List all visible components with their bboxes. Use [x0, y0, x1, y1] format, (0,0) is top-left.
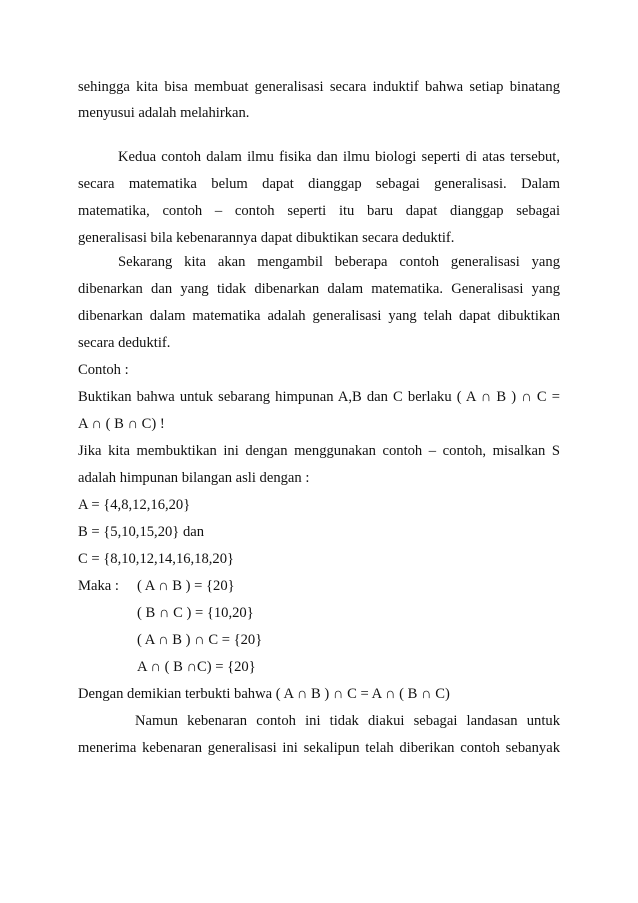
paragraph-line: Jika kita membuktikan ini dengan menggunakan contoh – contoh, misalkan S: [78, 443, 560, 459]
set-definition: C = {8,10,12,14,16,18,20}: [78, 551, 235, 567]
conclusion-line: Dengan demikian terbukti bahwa ( A ∩ B ) ∩ C = A ∩ ( B ∩ C): [78, 686, 450, 702]
problem-statement: A ∩ ( B ∩ C) !: [78, 416, 165, 432]
set-operation-result: ( A ∩ B ) ∩ C = {20}: [137, 632, 263, 648]
set-definition: B = {5,10,15,20} dan: [78, 524, 205, 540]
set-operation-result: ( B ∩ C ) = {10,20}: [137, 605, 254, 621]
paragraph-line: Sekarang kita akan mengambil beberapa contoh generalisasi yang: [118, 254, 560, 270]
paragraph-line: generalisasi bila kebenarannya dapat dibuktikan secara deduktif.: [78, 230, 455, 246]
set-definition: A = {4,8,12,16,20}: [78, 497, 191, 513]
paragraph-line: dibenarkan dan yang tidak dibenarkan dalam matematika. Generalisasi yang: [78, 281, 560, 297]
paragraph-line: secara deduktif.: [78, 335, 171, 351]
paragraph-line: matematika, contoh – contoh seperti itu baru dapat dianggap sebagai: [78, 203, 560, 219]
paragraph-line: Namun kebenaran contoh ini tidak diakui sebagai landasan untuk: [135, 713, 560, 729]
paragraph-line: secara matematika belum dapat dianggap sebagai generalisasi. Dalam: [78, 176, 560, 192]
paragraph-line: Kedua contoh dalam ilmu fisika dan ilmu biologi seperti di atas tersebut,: [118, 149, 560, 165]
paragraph-line: sehingga kita bisa membuat generalisasi secara induktif bahwa setiap binatang: [78, 79, 560, 95]
maka-label: Maka :: [78, 578, 119, 594]
paragraph-line: menerima kebenaran generalisasi ini sekalipun telah diberikan contoh sebanyak: [78, 740, 560, 756]
set-operation-result: A ∩ ( B ∩C) = {20}: [137, 659, 256, 675]
paragraph-line: adalah himpunan bilangan asli dengan :: [78, 470, 310, 486]
problem-statement: Buktikan bahwa untuk sebarang himpunan A,B dan C berlaku ( A ∩ B ) ∩ C =: [78, 389, 560, 405]
paragraph-line: dibenarkan dalam matematika adalah generalisasi yang telah dapat dibuktikan: [78, 308, 560, 324]
paragraph-line: menyusui adalah melahirkan.: [78, 105, 250, 121]
example-heading: Contoh :: [78, 362, 129, 378]
set-operation-result: ( A ∩ B ) = {20}: [137, 578, 235, 594]
